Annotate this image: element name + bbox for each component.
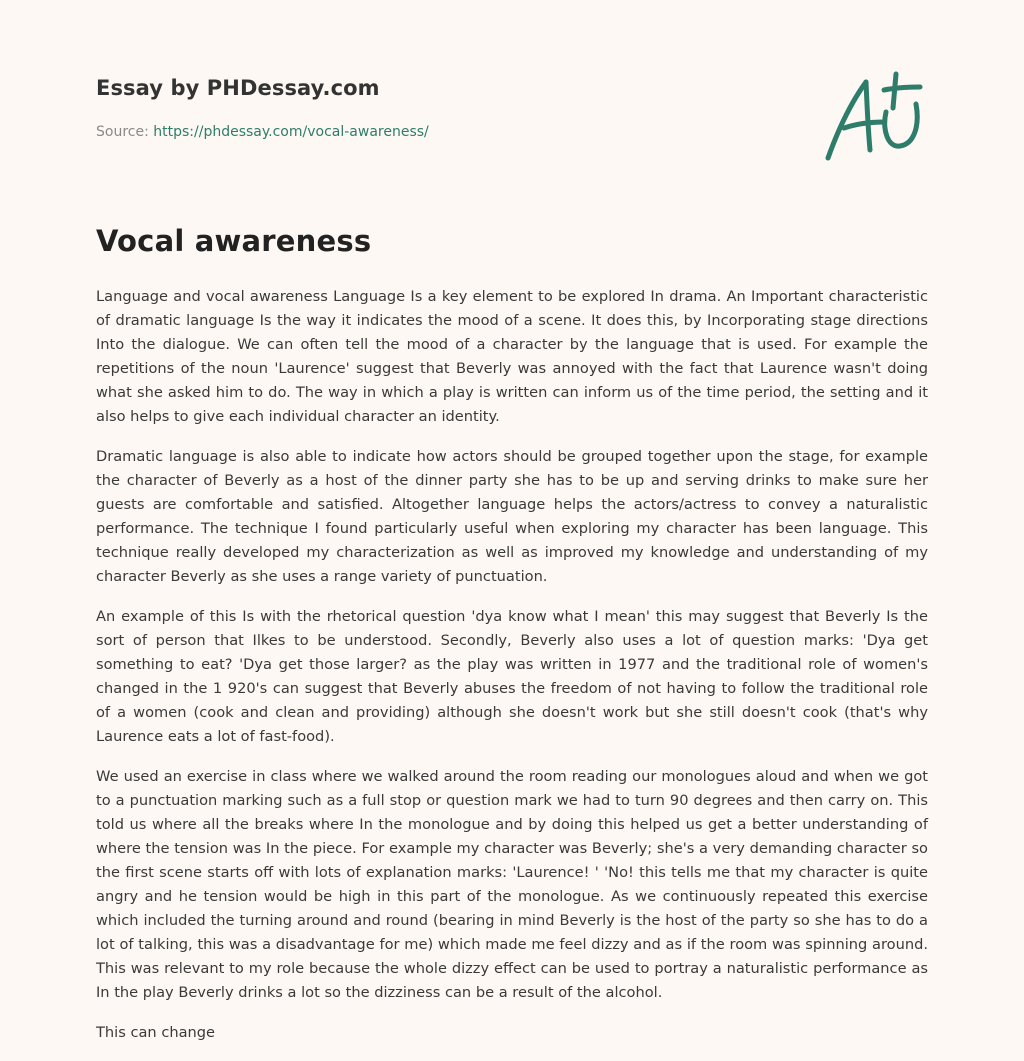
source-label: Source: xyxy=(96,124,149,140)
a-plus-logo-icon xyxy=(822,68,926,164)
article-title: Vocal awareness xyxy=(96,224,372,258)
article-body xyxy=(96,285,928,1061)
article-paragraph: Dramatic language is also able to indicate how actors should be grouped together upon the stage, for example the character of Beverly as a host of the dinner party she has to be up and serving drinks to make sure her guests are comfortable and satisfied. Altogether language helps the actors/actress to convey a naturalistic performance. The technique I found particularly useful when exploring my character has been language. This technique really developed my characterization as well as improved my knowledge and understanding of my character Beverly as she uses a range variety of punctuation. xyxy=(96,448,928,585)
source-line xyxy=(96,124,429,140)
source-link[interactable]: https://phdessay.com/vocal-awareness/ xyxy=(153,124,429,140)
article-paragraph: We used an exercise in class where we walked around the room reading our monologues aloud and when we got to a punctuation marking such as a full stop or question mark we had to turn 90 degrees and then carry on. This told us where all the breaks where In the monologue and by doing this helped us get a better understanding of where the tension was In the piece. For example my character was Beverly; she's a very demanding character so the first scene starts off with lots of explanation marks: 'Laurence! ' 'No! this tells me that my character is quite angry and he tension would be high in this part of the monologue. As we continuously repeated this exercise which included the turning around and round (bearing in mind Beverly is the host of the party so she has to do a lot of talking, this was a disadvantage for me) which made me feel dizzy and as if the room was spinning around. This was relevant to my role because the whole dizzy effect can be used to portray a naturalistic performance as In the play Beverly drinks a lot so the dizziness can be a result of the alcohol. xyxy=(96,768,928,1001)
article-paragraph: Language and vocal awareness Language Is a key element to be explored In drama. An Important characteristic of dramatic language Is the way it indicates the mood of a scene. It does this, by Incorporating stage directions Into the dialogue. We can often tell the mood of a character by the language that is used. For example the repetitions of the noun 'Laurence' suggest that Beverly was annoyed with the fact that Laurence wasn't doing what she asked him to do. The way in which a play is written can inform us of the time period, the setting and it also helps to give each individual character an identity. xyxy=(96,288,928,425)
article-paragraph: An example of this Is with the rhetorical question 'dya know what I mean' this may suggest that Beverly Is the sort of person that Ilkes to be understood. Secondly, Beverly also uses a lot of question marks: 'Dya get something to eat? 'Dya get those larger? as the play was written in 1977 and the traditional role of women's changed in the 1 920's can suggest that Beverly abuses the freedom of not having to follow the traditional role of a women (cook and clean and providing) although she doesn't work but she still doesn't cook (that's why Laurence eats a lot of fast-food). xyxy=(96,608,928,745)
article-paragraph-truncated: This can change xyxy=(96,1024,216,1041)
site-name: Essay by PHDessay.com xyxy=(96,76,380,100)
